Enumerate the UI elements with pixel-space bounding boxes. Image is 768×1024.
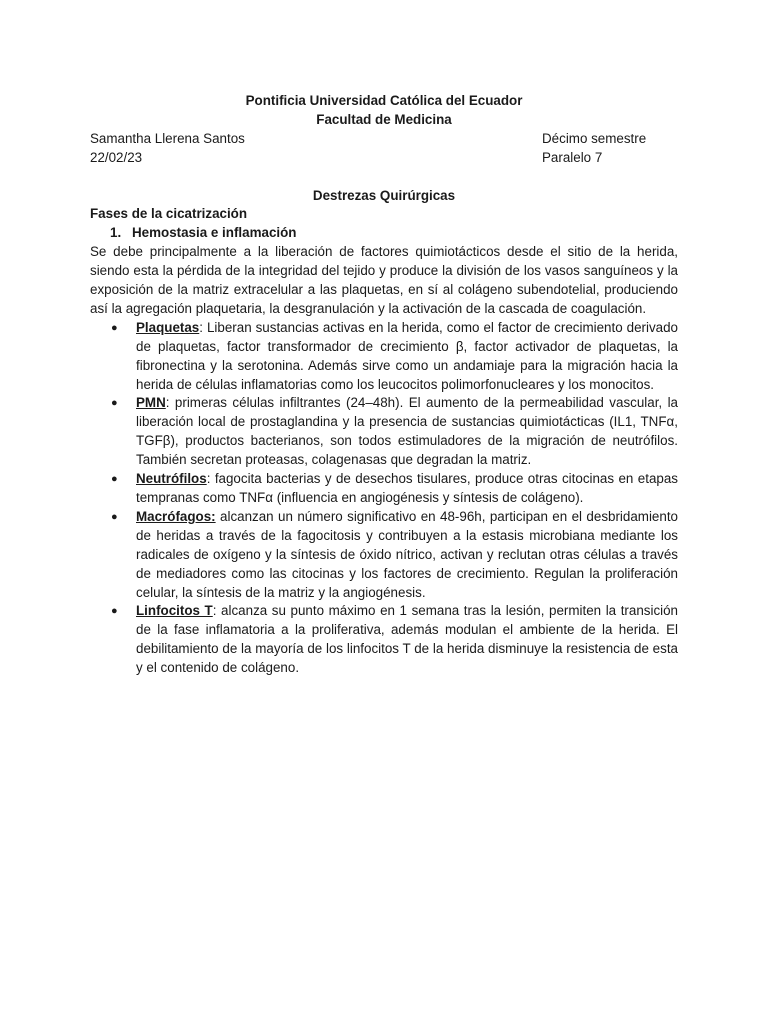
author-row <box>90 130 678 149</box>
list-item <box>90 508 678 603</box>
blank-line <box>90 168 678 187</box>
bullet-text: alcanzan un número significativo en 48-96h, participan en el desbridamiento de heridas a través de la fagocitosis y contribuyen a la estasis microbiana mediante los radicales de oxígeno y la síntesis de óxido nítrico, activan y reclutan otras células a través de mediadores como las citocinas y los factores de crecimiento. Regulan la proliferación celular, la síntesis de la matriz y la angiogénesis. <box>136 508 678 600</box>
bullet-text: : primeras células infiltrantes (24–48h). El aumento de la permeabilidad vascular, la liberación local de prostaglandina y la presencia de sustancias quimiotácticas (IL1, TNFα, TGFβ), productos bacterianos, son todos estimuladores de la migración de neutrófilos. También secretan proteasas, colagenasas que degradan la matriz. <box>136 395 678 468</box>
list-item <box>90 602 678 678</box>
bullet-icon: ● <box>111 321 118 334</box>
faculty-name: Facultad de Medicina <box>316 111 452 127</box>
bullet-text: : Liberan sustancias activas en la herida, como el factor de crecimiento derivado de plaquetas, factor transformador de crecimiento β, factor activador de plaquetas, la fibronectina y la serotonina. Además sirve como un andamiaje para la migración hacia la herida de células inflamatorias como los leucocitos polimorfonucleares y los monocitos. <box>136 319 678 392</box>
parallel: Paralelo 7 <box>542 149 603 165</box>
bullet-text: : alcanza su punto máximo en 1 semana tras la lesión, permiten la transición de la fase inflamatoria a la proliferativa, además modulan el ambiente de la herida. El debilitamiento de la mayoría de los linfocitos T de la herida disminuye la resistencia de esta y el contenido de colágeno. <box>136 603 679 676</box>
bullet-icon: ● <box>111 605 118 618</box>
bullet-term: PMN <box>136 395 166 411</box>
subsection-heading <box>90 224 678 243</box>
document-page <box>90 92 678 678</box>
document-date: 22/02/23 <box>90 149 143 165</box>
subsection-number: 1. <box>110 225 122 241</box>
list-item <box>90 470 678 508</box>
bullet-term: Macrófagos: <box>136 508 216 524</box>
section-title: Fases de la cicatrización <box>90 206 248 222</box>
author-name: Samantha Llerena Santos <box>90 130 245 146</box>
university-name: Pontificia Universidad Católica del Ecuador <box>245 93 523 108</box>
bullet-icon: ● <box>111 397 118 410</box>
bullet-term: Plaquetas <box>136 319 200 335</box>
list-item <box>90 319 678 395</box>
subsection-title: Hemostasia e inflamación <box>132 225 297 241</box>
bullet-text: : fagocita bacterias y de desechos tisulares, produce otras citocinas en etapas tempranas como TNFα (influencia en angiogénesis y síntesis de colágeno). <box>136 471 678 506</box>
bullet-list <box>90 319 678 678</box>
semester: Décimo semestre <box>542 130 647 146</box>
course-title: Destrezas Quirúrgicas <box>312 187 456 203</box>
list-item <box>90 394 678 470</box>
bullet-term: Linfocitos T <box>136 603 213 619</box>
date-row <box>90 149 678 168</box>
bullet-icon: ● <box>111 473 118 486</box>
bullet-icon: ● <box>111 510 118 523</box>
bullet-term: Neutrófilos <box>136 471 207 487</box>
intro-paragraph: Se debe principalmente a la liberación de factores quimiotácticos desde el sitio de la herida, siendo esta la pérdida de la integridad del tejido y produce la división de los vasos sanguíneos y la exposición de la matriz extracelular a las plaquetas, en sí al colágeno subendotelial, produciendo así la agregación plaquetaria, la desgranulación y la activación de la cascada de coagulación. <box>90 244 678 316</box>
